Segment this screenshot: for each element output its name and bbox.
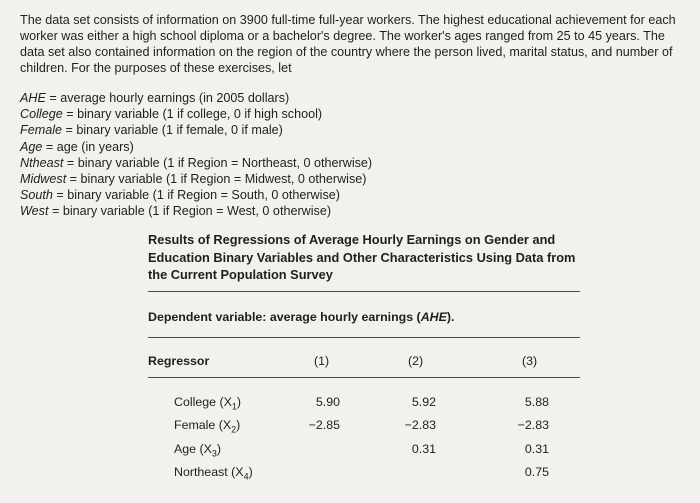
definition-ntheast: Ntheast = binary variable (1 if Region = Northeast, 0 otherwise) xyxy=(20,155,373,170)
cell-col2: −2.83 xyxy=(404,418,436,432)
definition-college: College = binary variable (1 if college, 0 if high school) xyxy=(20,107,323,122)
definition-ahe: AHE = average hourly earnings (in 2005 dollars) xyxy=(20,91,290,105)
definition-south: South = binary variable (1 if Region = South, 0 otherwise) xyxy=(20,188,340,203)
header-col1: (1) xyxy=(314,354,330,368)
dependent-variable-label: Dependent variable: average hourly earnings (AHE). xyxy=(148,310,455,324)
definition-age: Age = age (in years) xyxy=(20,139,134,154)
table-rule-header xyxy=(148,377,580,378)
intro-paragraph: The data set consists of information on 3900 full-time full-year workers. The highest educational achievement for each worker was either a high school diploma or a bachelor's degree. The worker's ages ranged from 25 to 45 years. The data set also contained information on the region of the country where the person lived, marital status, and number of children. For the purposes of these exercises, let xyxy=(20,13,676,75)
cell-col3: 5.88 xyxy=(524,395,549,409)
header-col3: (3) xyxy=(522,354,538,368)
cell-col3: 0.75 xyxy=(524,465,549,479)
table-row xyxy=(148,465,584,487)
header-regressor: Regressor xyxy=(148,354,210,368)
table-title: Results of Regressions of Average Hourly Earnings on Gender and Education Binary Variables and Other Characteristics Using Data from the Current Population Survey xyxy=(148,232,576,282)
table-row xyxy=(148,418,584,440)
regression-table xyxy=(148,231,584,482)
cell-col3: 0.31 xyxy=(524,442,549,456)
row-label: Female $(X_2)$ xyxy=(174,418,241,435)
variable-definitions xyxy=(20,90,372,220)
definition-west: West = binary variable (1 if Region = West, 0 otherwise) xyxy=(20,204,332,219)
table-row xyxy=(148,395,584,417)
table-row xyxy=(148,442,584,464)
cell-col1: −2.85 xyxy=(308,418,340,432)
cell-col3: −2.83 xyxy=(517,418,549,432)
table-rule-mid xyxy=(148,337,580,338)
cell-col1: 5.90 xyxy=(315,395,340,409)
definition-midwest: Midwest = binary variable (1 if Region = Midwest, 0 otherwise) xyxy=(20,172,367,187)
header-col2: (2) xyxy=(408,354,424,368)
cell-col2: 0.31 xyxy=(411,442,436,456)
row-label: Northeast $(X_4)$ xyxy=(174,465,253,482)
row-label: College $(X_1)$ xyxy=(174,395,242,412)
row-label: Age $(X_3)$ xyxy=(174,442,222,459)
table-rule-top xyxy=(148,291,580,292)
definition-female: Female = binary variable (1 if female, 0 if male) xyxy=(20,123,283,138)
cell-col2: 5.92 xyxy=(411,395,436,409)
